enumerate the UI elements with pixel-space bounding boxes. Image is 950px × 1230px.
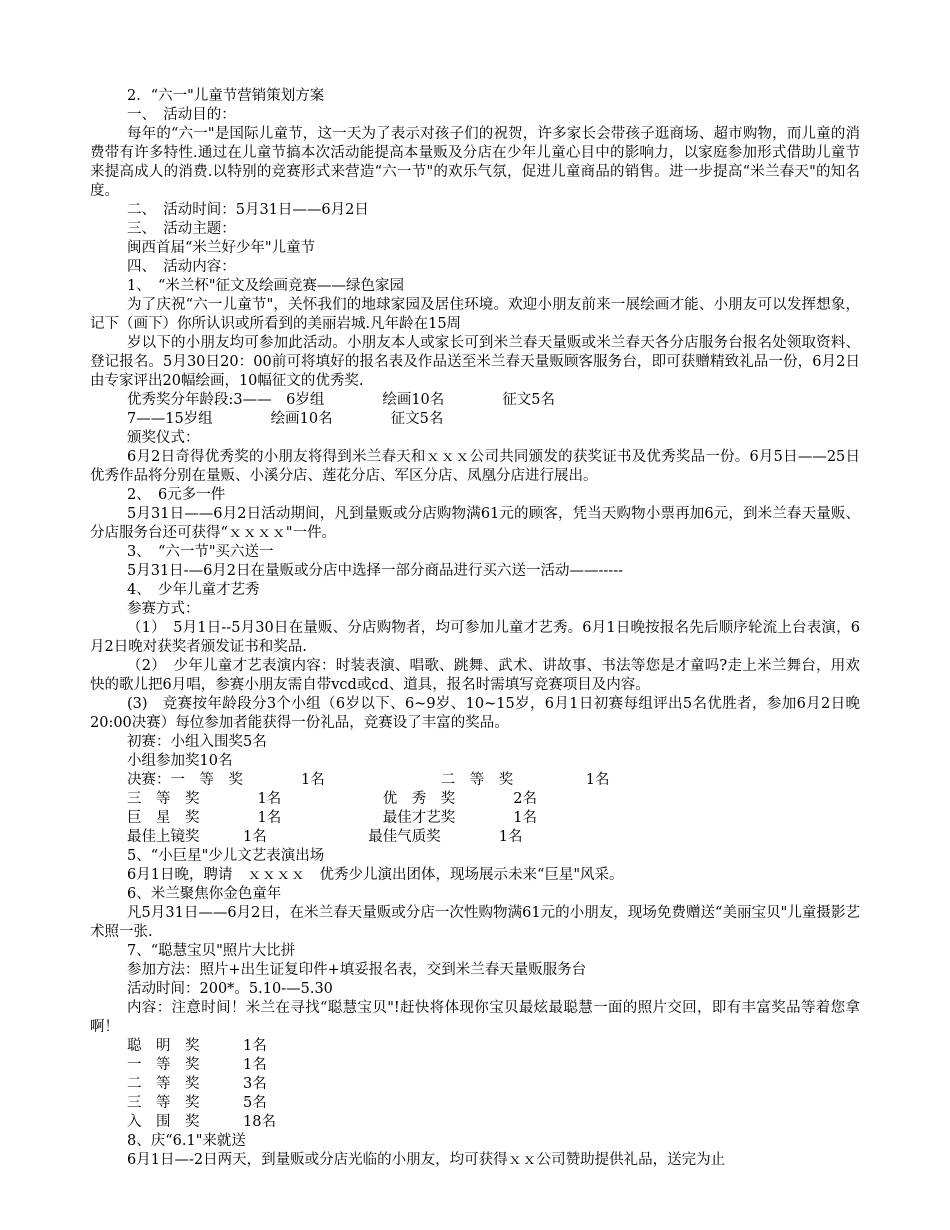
doc-line: 优秀奖分年龄段:3—— 6岁组 绘画10名 征文5名	[127, 392, 556, 408]
doc-line: 7——15岁组 绘画10名 征文5名	[127, 411, 444, 427]
paragraph: （2） 少年儿童才艺表演内容：时装表演、唱歌、跳舞、武术、讲故事、书法等您是才童吗?走上米兰舞台，用欢快的歌儿把6月唱，参赛小朋友需自带vcd或cd、道具，报名时需填写竞赛项目及内容。	[90, 658, 860, 693]
prize-row: 三 等 奖 5名	[127, 1095, 267, 1111]
doc-line: 闽西首届“米兰好少年"儿童节	[127, 240, 316, 256]
doc-line: 6月1日—-2日两天，到量贩或分店光临的小朋友，均可获得ｘｘ公司赞助提供礼品，送完为止	[127, 1152, 726, 1168]
paragraph: 岁以下的小朋友均可参加此活动。小朋友本人或家长可到米兰春天量贩或米兰春天各分店服务台报名处领取资料、登记报名。5月30日20：00前可将填好的报名表及作品送至米兰春天量贩顾客服务台，即可获赠精致礼品一份，6月2日由专家评出20幅绘画，10幅征文的优秀奖.	[90, 335, 860, 389]
item-heading: 2、 6元多一件	[127, 487, 226, 503]
doc-line: 参赛方式：	[127, 601, 200, 617]
section-heading: 二、 活动时间：5月31日——6月2日	[127, 202, 369, 218]
item-heading: 8、庆“6.1"来就送	[127, 1133, 246, 1149]
item-heading: 3、 “六一节"买六送一	[127, 544, 274, 560]
paragraph: 为了庆祝“六一儿童节"，关怀我们的地球家园及居住环境。欢迎小朋友前来一展绘画才能、小朋友可以发挥想象，记下（画下）你所认识或所看到的美丽岩城.凡年龄在15周	[90, 297, 860, 332]
prize-row: 决赛：一 等 奖 1名 二 等 奖 1名	[127, 772, 610, 788]
doc-line: 初赛：小组入围奖5名	[127, 734, 267, 750]
paragraph: (3) 竞赛按年龄段分3个小组（6岁以下、6~9岁、10~15岁，6月1日初赛每组评出5名优胜者，参加6月2日晚20:00决赛）每位参加者能获得一份礼品，竞赛设了丰富的奖品。	[90, 696, 860, 731]
doc-line: 5月31日-—6月2日在量贩或分店中选择一部分商品进行买六送一活动——-----	[127, 563, 624, 579]
prize-row: 一 等 奖 1名	[127, 1057, 267, 1073]
section-heading: 四、 活动内容：	[127, 259, 236, 275]
paragraph: （1） 5月1日--5月30日在量贩、分店购物者，均可参加儿童才艺秀。6月1日晚按报名先后顺序轮流上台表演，6月2日晚对获奖者颁发证书和奖品.	[90, 620, 860, 655]
item-heading: 6、米兰聚焦你金色童年	[127, 886, 282, 902]
paragraph: 6月2日奇得优秀奖的小朋友将得到米兰春天和ｘｘｘ公司共同颁发的获奖证书及优秀奖品一份。6月5日——25日优秀作品将分别在量贩、小溪分店、莲花分店、军区分店、凤凰分店进行展出。	[90, 449, 860, 484]
item-heading: 1、 “米兰杯"征文及绘画竞赛——绿色家园	[127, 278, 405, 294]
prize-row: 聪 明 奖 1名	[127, 1038, 267, 1054]
prize-row: 入 围 奖 18名	[127, 1114, 276, 1130]
prize-row: 二 等 奖 3名	[127, 1076, 267, 1092]
item-heading: 5、“小巨星"少儿文艺表演出场	[127, 848, 325, 864]
doc-line: 颁奖仪式：	[127, 430, 200, 446]
paragraph: 内容：注意时间！米兰在寻找“聪慧宝贝"!赶快将体现你宝贝最炫最聪慧一面的照片交回，即有丰富奖品等着您拿啊！	[90, 1000, 860, 1035]
paragraph: 5月31日——6月2日活动期间，凡到量贩或分店购物满61元的顾客，凭当天购物小票再加6元，到米兰春天量贩、分店服务台还可获得“ｘｘｘｘ"一件。	[90, 506, 860, 541]
section-heading: 一、 活动目的：	[127, 107, 236, 123]
paragraph: 凡5月31日——6月2日，在米兰春天量贩或分店一次性购物满61元的小朋友，现场免费赠送“美丽宝贝"儿童摄影艺术照一张.	[90, 905, 860, 940]
item-heading: 7、“聪慧宝贝"照片大比拼	[127, 943, 296, 959]
doc-title: 2．“六一"儿童节营销策划方案	[127, 88, 325, 104]
paragraph: 每年的“六一"是国际儿童节，这一天为了表示对孩子们的祝贺，许多家长会带孩子逛商场、超市购物，而儿童的消费带有许多特性.通过在儿童节搞本次活动能提高本量贩及分店在少年儿童心目中的影响力，以家庭参加形式借助儿童节来提高成人的消费.以特别的竞赛形式来营造“六一节"的欢乐气氛，促进儿童商品的销售。进一步提高“米兰春天"的知名度。	[90, 126, 860, 199]
prize-row: 最佳上镜奖 1名 最佳气质奖 1名	[127, 829, 523, 845]
doc-line: 6月1日晚，聘请 ｘｘｘｘ 优秀少儿演出团体，现场展示未来“巨星"风采。	[127, 867, 624, 883]
prize-row: 三 等 奖 1名 优 秀 奖 2名	[127, 791, 537, 807]
doc-line: 活动时间：200*。5.10-—5.30	[127, 981, 333, 997]
section-heading: 三、 活动主题：	[127, 221, 236, 237]
doc-line: 参加方法：照片+出生证复印件+填妥报名表，交到米兰春天量贩服务台	[127, 962, 587, 978]
doc-line: 小组参加奖10名	[127, 753, 233, 769]
prize-row: 巨 星 奖 1名 最佳才艺奖 1名	[127, 810, 537, 826]
item-heading: 4、 少年儿童才艺秀	[127, 582, 260, 598]
